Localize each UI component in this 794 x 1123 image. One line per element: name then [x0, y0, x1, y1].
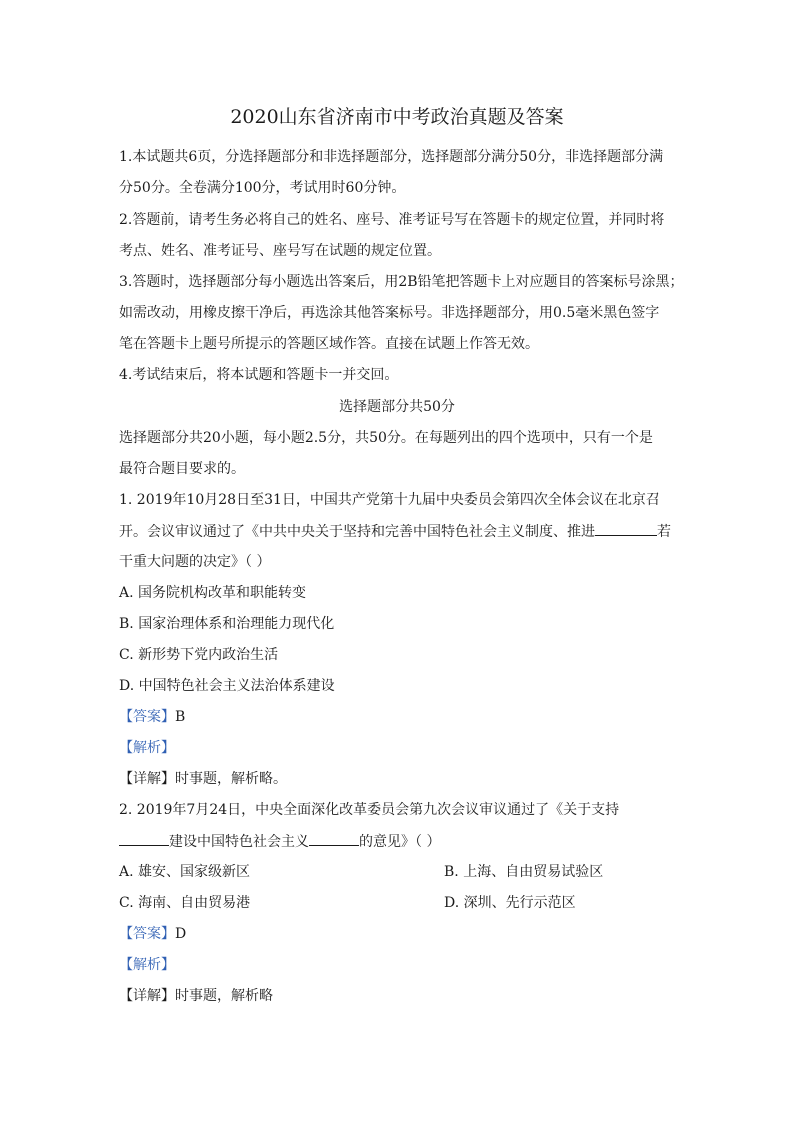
instruction-line: 如需改动，用橡皮擦干净后，再选涂其他答案标号。非选择题部分，用0.5毫米黑色签字	[119, 305, 660, 321]
instruction-line: 1.本试题共6页，分选择题部分和非选择题部分，选择题部分满分50分，非选择题部分满	[119, 149, 664, 165]
answer-label: 【答案】	[119, 926, 175, 942]
answer-label: 【答案】	[119, 709, 175, 725]
fill-in-blank	[309, 831, 359, 846]
section-intro-line: 选择题部分共20小题，每小题2.5分，共50分。在每题列出的四个选项中，只有一个是	[119, 430, 653, 446]
detail-text: 时事题，解析略。	[175, 771, 287, 787]
option-b: B. 上海、自由贸易试验区	[444, 864, 604, 880]
question-1-stem-text: 若	[657, 524, 671, 540]
question-1-stem-line: 干重大问题的决定》（ ）	[119, 554, 271, 570]
option-c: C. 新形势下党内政治生活	[119, 647, 279, 663]
analysis-label: 【解析】	[119, 957, 175, 973]
answer-line	[119, 924, 186, 944]
instruction-line: 4.考试结束后，将本试题和答题卡一并交回。	[119, 367, 399, 383]
option-a: A. 雄安、国家级新区	[119, 864, 251, 880]
question-2-stem-line	[119, 831, 440, 852]
instruction-line: 2.答题前，请考生务必将自己的姓名、座号、准考证号写在答题卡的规定位置，并同时将	[119, 212, 665, 228]
detail-line	[119, 986, 273, 1006]
option-d: D. 深圳、先行示范区	[444, 895, 576, 911]
instruction-line: 分50分。全卷满分100分，考试用时60分钟。	[119, 180, 406, 196]
question-2-stem-text: 的意见》（ ）	[359, 834, 441, 850]
option-a: A. 国务院机构改革和职能转变	[119, 585, 307, 601]
question-2-stem-line: 2. 2019年7月24日，中央全面深化改革委员会第九次会议审议通过了《关于支持	[119, 802, 620, 818]
question-1-stem-text: 开。会议审议通过了《中共中央关于坚持和完善中国特色社会主义制度、推进	[119, 524, 595, 540]
option-c: C. 海南、自由贸易港	[119, 895, 251, 911]
page-title: 2020山东省济南市中考政治真题及答案	[230, 106, 564, 128]
question-2-stem-text: 建设中国特色社会主义	[169, 834, 309, 850]
question-1-stem-line	[119, 521, 671, 542]
answer-value: B	[175, 709, 186, 725]
section-intro-line: 最符合题目要求的。	[119, 461, 245, 477]
instruction-line: 笔在答题卡上题号所提示的答题区域作答。直接在试题上作答无效。	[119, 336, 539, 352]
detail-text: 时事题，解析略	[175, 988, 273, 1004]
analysis-label: 【解析】	[119, 740, 175, 756]
detail-label: 【详解】	[119, 771, 175, 787]
option-d: D. 中国特色社会主义法治体系建设	[119, 678, 335, 694]
instruction-line: 3.答题时，选择题部分每小题选出答案后，用2B铅笔把答题卡上对应题目的答案标号涂黑；	[119, 274, 684, 290]
option-b: B. 国家治理体系和治理能力现代化	[119, 616, 335, 632]
instruction-line: 考点、姓名、准考证号、座号写在试题的规定位置。	[119, 243, 441, 259]
answer-line	[119, 707, 185, 727]
question-1-stem-line: 1. 2019年10月28日至31日，中国共产党第十九届中央委员会第四次全体会议在北京召	[119, 492, 660, 508]
detail-line	[119, 769, 287, 789]
detail-label: 【详解】	[119, 988, 175, 1004]
answer-value: D	[175, 926, 187, 942]
fill-in-blank	[119, 831, 169, 846]
section-header: 选择题部分共50分	[339, 399, 455, 415]
fill-in-blank	[595, 521, 657, 536]
